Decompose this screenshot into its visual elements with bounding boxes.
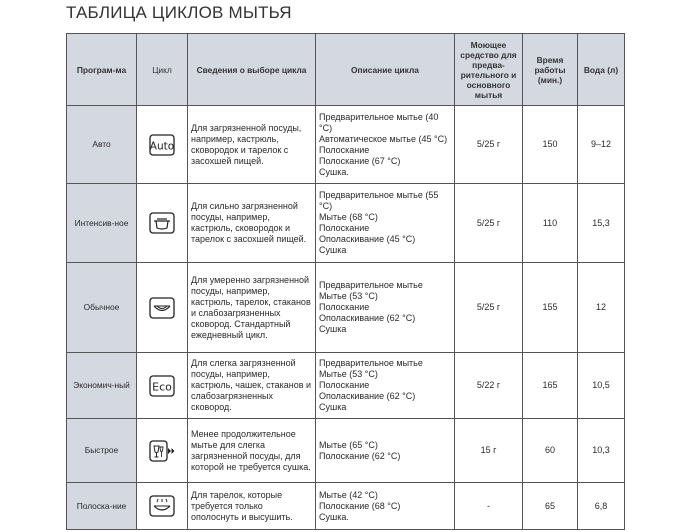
description-line: Ополаскивание (45 °C) bbox=[319, 234, 416, 244]
cycle-info: Менее продолжительное мытье для слегка загрязненной посуды, для которой не требуется сушка. bbox=[188, 419, 316, 483]
header-info: Сведения о выборе цикла bbox=[188, 34, 316, 106]
water-volume: 6,8 bbox=[578, 483, 625, 530]
description-line: Сушка. bbox=[319, 511, 349, 522]
detergent-amount: 5/25 г bbox=[455, 184, 523, 263]
detergent-amount: 5/25 г bbox=[455, 263, 523, 353]
cycle-description bbox=[316, 106, 455, 184]
water-volume: 15,3 bbox=[578, 184, 625, 263]
header-program: Програм-ма bbox=[67, 34, 137, 106]
run-time: 110 bbox=[523, 184, 578, 263]
description-line: Сушка. bbox=[319, 166, 349, 177]
run-time: 155 bbox=[523, 263, 578, 353]
description-line: Полоскание (68 °C) bbox=[319, 500, 401, 511]
description-line: Полоскание (67 °C) bbox=[319, 155, 401, 166]
cycle-info: Для сильно загрязненной посуды, например, кастрюль, сковородок и тарелок с засохшей пищей. bbox=[188, 184, 316, 263]
run-time: 60 bbox=[523, 419, 578, 483]
program-name: Обычное bbox=[67, 263, 137, 353]
glass-fast-icon bbox=[148, 438, 176, 464]
program-name: Авто bbox=[67, 106, 137, 184]
description-line: Полоскание bbox=[319, 302, 370, 312]
description-line: Полоскание bbox=[319, 223, 370, 233]
plate-icon bbox=[148, 295, 176, 321]
table-row bbox=[67, 419, 625, 483]
run-time: 150 bbox=[523, 106, 578, 184]
table-row bbox=[67, 106, 625, 184]
description-line: Предварительное мытье bbox=[319, 358, 423, 368]
cycle-info: Для слегка загрязненной посуды, например, кастрюль, чашек, стаканов и слабозагрязненных сковород. bbox=[188, 353, 316, 419]
header-time: Время работы (мин.) bbox=[523, 34, 578, 106]
cycle-description bbox=[316, 483, 455, 530]
header-detergent: Моющее средство для предва-рительного и основного мытья bbox=[455, 34, 523, 106]
eco-icon-label: Eco bbox=[152, 380, 172, 393]
run-time: 165 bbox=[523, 353, 578, 419]
description-line: Предварительное мытье (55 °C) bbox=[319, 190, 439, 211]
description-line: Полоскание bbox=[319, 380, 370, 390]
water-volume: 10,5 bbox=[578, 353, 625, 419]
cycle-description bbox=[316, 353, 455, 419]
table-row bbox=[67, 184, 625, 263]
table-header-row bbox=[67, 34, 625, 106]
description-line: Ополаскивание (62 °C) bbox=[319, 313, 416, 323]
cycle-description bbox=[316, 419, 455, 483]
rinse-icon bbox=[148, 493, 176, 519]
description-line: Сушка bbox=[319, 245, 347, 255]
water-volume: 12 bbox=[578, 263, 625, 353]
detergent-amount: - bbox=[455, 483, 523, 530]
water-volume: 9–12 bbox=[578, 106, 625, 184]
description-line: Мытье (42 °C) bbox=[319, 489, 378, 500]
page-title: ТАБЛИЦА ЦИКЛОВ МЫТЬЯ bbox=[66, 3, 292, 22]
description-line: Мытье (53 °C) bbox=[319, 369, 378, 379]
detergent-amount: 5/22 г bbox=[455, 353, 523, 419]
cycle-info: Для тарелок, которые требуется только ополоснуть и высушить. bbox=[188, 483, 316, 530]
cycle-description bbox=[316, 263, 455, 353]
program-name: Экономич-ный bbox=[67, 353, 137, 419]
description-line: Мытье (53 °C) bbox=[319, 291, 378, 301]
program-name: Быстрое bbox=[67, 419, 137, 483]
description-line: Сушка bbox=[319, 402, 347, 412]
detergent-amount: 15 г bbox=[455, 419, 523, 483]
pot-icon bbox=[148, 210, 176, 236]
auto-icon bbox=[148, 132, 176, 158]
wash-cycle-table bbox=[66, 33, 625, 530]
description-line: Сушка bbox=[319, 324, 347, 334]
description-line: Мытье (68 °C) bbox=[319, 212, 378, 222]
description-line: Предварительное мытье (40 °C) bbox=[319, 111, 439, 133]
description-line: Полоскание bbox=[319, 144, 370, 155]
auto-icon-label: Auto bbox=[149, 140, 175, 152]
program-name: Полоска-ние bbox=[67, 483, 137, 530]
run-time: 65 bbox=[523, 483, 578, 530]
program-name: Интенсив-ное bbox=[67, 184, 137, 263]
cycle-description bbox=[316, 184, 455, 263]
description-line: Автоматическое мытье (45 °C) bbox=[319, 133, 448, 144]
header-description: Описание цикла bbox=[316, 34, 455, 106]
table-row bbox=[67, 353, 625, 419]
header-water: Вода (л) bbox=[578, 34, 625, 106]
detergent-amount: 5/25 г bbox=[455, 106, 523, 184]
table-row bbox=[67, 263, 625, 353]
header-cycle: Цикл bbox=[137, 34, 188, 106]
description-line: Ополаскивание (62 °C) bbox=[319, 391, 416, 401]
table-row bbox=[67, 483, 625, 530]
description-line: Предварительное мытье bbox=[319, 280, 423, 290]
description-line: Полоскание (62 °C) bbox=[319, 450, 401, 461]
water-volume: 10,3 bbox=[578, 419, 625, 483]
eco-icon bbox=[148, 373, 176, 399]
description-line: Мытье (65 °C) bbox=[319, 439, 378, 450]
cycle-info: Для умеренно загрязненной посуды, например, кастрюль, тарелок, стаканов и слабозагрязненных сковород. Стандартный ежедневный цикл. bbox=[188, 263, 316, 353]
cycle-info: Для загрязненной посуды, например, кастрюль, сковородок и тарелок с засохшей пищей. bbox=[188, 106, 316, 184]
